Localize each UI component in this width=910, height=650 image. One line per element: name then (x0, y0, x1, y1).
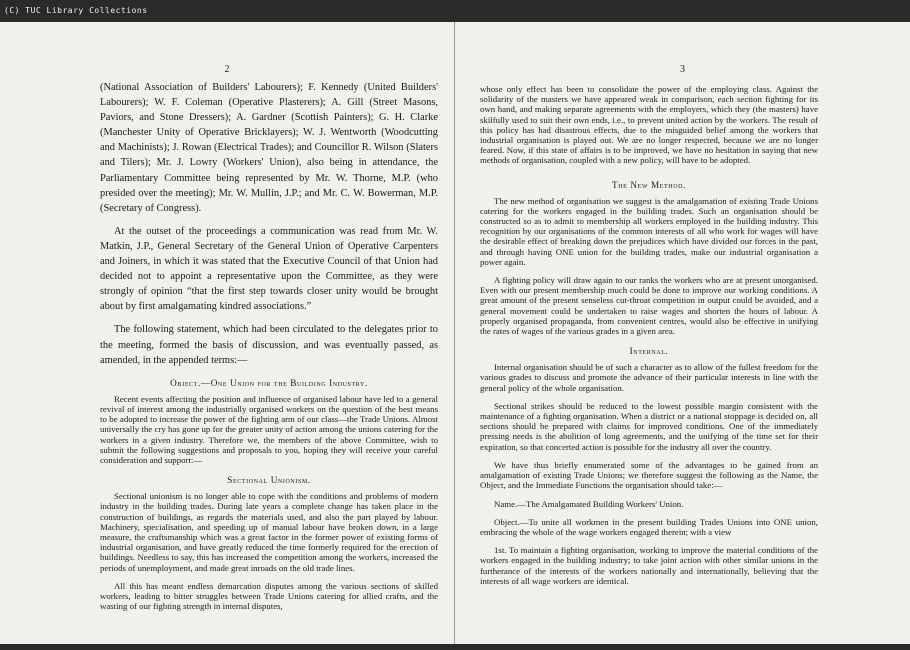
page-number: 2 (224, 64, 230, 75)
continuation-paragraph: whose only effect has been to consolidate the power of the employing class. Against the solidarity of the masters we have appeared weak in comparison, each section fighting for its own hand, and making separate agreements with the employers, which they (the masters) have skilfully used to suit their own ends, i.e., to prevent united action by the workers. The result of this policy has had disastrous effects, due to the misguided belief among the workers that industrial organisation is played out. We are no longer respected, because we are no longer feared. Now, if this state of affairs is to be improved, we have no hesitation in saying that new methods of organisation, coupled with a new policy, will have to be adopted. (480, 84, 818, 166)
section-heading-object: Object.—One Union for the Building Industry. (170, 377, 368, 388)
attendees-paragraph: (National Association of Builders' Labourers); F. Kennedy (United Builders' Labourers); W. F. Coleman (Operative Plasterers); A. Gill (Street Masons, Paviors, and Stone Dressers); A. Gardner (Scottish Painters); G. H. Clarke (Manchester Unity of Operative Bricklayers); W. J. Wentworth (Woodcutting and Machinists); J. Rowan (Electrical Trades); and Councillor R. Wilson (Slaters and Tilers); Mr. J. Lowry (Workers' Union), also being in attendance, the Parliamentary Committee being represented by Mr. W. Thorne, M.P. (who presided over the meeting); Mr. W. Mullin, J.P.; and Mr. C. W. Bowerman, M.P. (Secretary of Congress). (100, 82, 438, 214)
section-heading-new-method: The New Method. (612, 179, 686, 190)
demarcation-paragraph: All this has meant endless demarcation disputes among the various sections of skilled workers, leading to bitter struggles between Trade Unions catering for allied crafts, and the wasting of our fighting strength in internal disputes, (100, 580, 438, 612)
right-page-content (480, 84, 818, 586)
collection-watermark: (C) TUC Library Collections (4, 6, 148, 15)
sectional-unionism-paragraph: Sectional unionism is no longer able to cope with the conditions and problems of modern industry in the building trades. During late years a complete change has taken place in the construction of buildings, as regards the materials used, and also the part played by labour. Machinery, specialisation, and speeding up of manual labour have broken down, in a large measure, the craftsmanship which was a great factor in the former power of existing forms of industrial organisation, and have greatly reduced the time formerly required for the erection of buildings. Needless to say, this has increased the competition among the workers, increased the periods of unemployment, and made great inroads on the old trade lines. (100, 491, 438, 573)
right-page (455, 22, 910, 644)
first-function-paragraph: 1st. To maintain a fighting organisation, working to improve the material conditions of the workers engaged in the building industry; to take joint action with other similar unions in the furtherance of the interests of the workers nationally and internationally, believing that the interests of all wage workers are identical. (480, 545, 818, 586)
left-page (0, 22, 455, 644)
communication-paragraph: At the outset of the proceedings a communication was read from Mr. W. Matkin, J.P., General Secretary of the General Union of Operative Carpenters and Joiners, in which it was stated that the Executive Council of that Union had decided not to appoint a representative upon the Committee, as they were strongly of opinion “that the first step towards closer unity would be brought about by first amalgamating kindred associations.” (100, 225, 438, 313)
book-spread (0, 22, 910, 644)
left-page-content (100, 80, 438, 611)
section-heading-sectional-unionism: Sectional Unionism. (227, 475, 311, 486)
advantages-paragraph: We have thus briefly enumerated some of the advantages to be gained from an amalgamation of existing Trade Unions; we therefore suggest the following as the Name, the Object, and the Immediate Functions the organisation should take:— (480, 459, 818, 491)
union-name-paragraph: Name.—The Amalgamated Building Workers' Union. (494, 498, 684, 509)
fighting-policy-paragraph: A fighting policy will draw again to our ranks the workers who are at present unorganised. Even with our present membership much could be done to improve our working conditions. A great amount of the present senseless cut-throat competition in output could be avoided, and a general movement could be undertaken to raise wages and shorten the hours of labour. A properly organised propaganda, from convenient centres, would also be effective in unifying the rates of wages of the various grades in a given area. (480, 275, 818, 337)
new-method-paragraph: The new method of organisation we suggest is the amalgamation of existing Trade Unions catering for the workers engaged in the building trades. Such an organisation should be constructed so as to admit to membership all workers employed in the building industry. This recognition by our organisations of the common interests of all who work for wages will have the desirable effect of breaking down the prejudices which have divided our forces in the past, and through having ONE union for the building trades, make our industrial organisation a power again. (480, 195, 818, 267)
internal-paragraph: Internal organisation should be of such a character as to allow of the fullest freedom for the various grades to discuss and promote the advance of their particular interests in line with the general policy of the whole organisation. (480, 362, 818, 393)
sectional-strikes-paragraph: Sectional strikes should be reduced to the lowest possible margin consistent with the maintenance of a fighting organisation. When a district or a national stoppage is decided on, all sections should be prepared with claims for improved conditions. One of the immediately pressing needs is the abolition of long agreements, and the unifying of the time set for their expiration, so that concerted action is possible for the industry all over the country. (480, 400, 818, 452)
object-paragraph: Recent events affecting the position and influence of organised labour have led to a general revival of interest among the industrially organised workers on the question of the best means to be adopted to increase the power of the fighting arm of our class—the Trade Unions. Almost universally the cry has gone up for the greater unity of action among the unions catering for the workers in a given industry. Therefore we, the members of the above Committee, wish to submit the following suggestions and proposals to you, hoping they will receive your careful consideration and support:— (100, 393, 438, 465)
statement-intro-paragraph: The following statement, which had been circulated to the delegates prior to the meeting, formed the basis of discussion, and was eventually passed, as amended, in the appended terms:— (100, 324, 438, 366)
page-number: 3 (680, 64, 685, 75)
section-heading-internal: Internal. (629, 346, 669, 357)
union-object-paragraph: Object.—To unite all workmen in the present building Trades Unions into ONE union, embracing the whole of the wage workers engaged therein; with a view (480, 516, 818, 537)
